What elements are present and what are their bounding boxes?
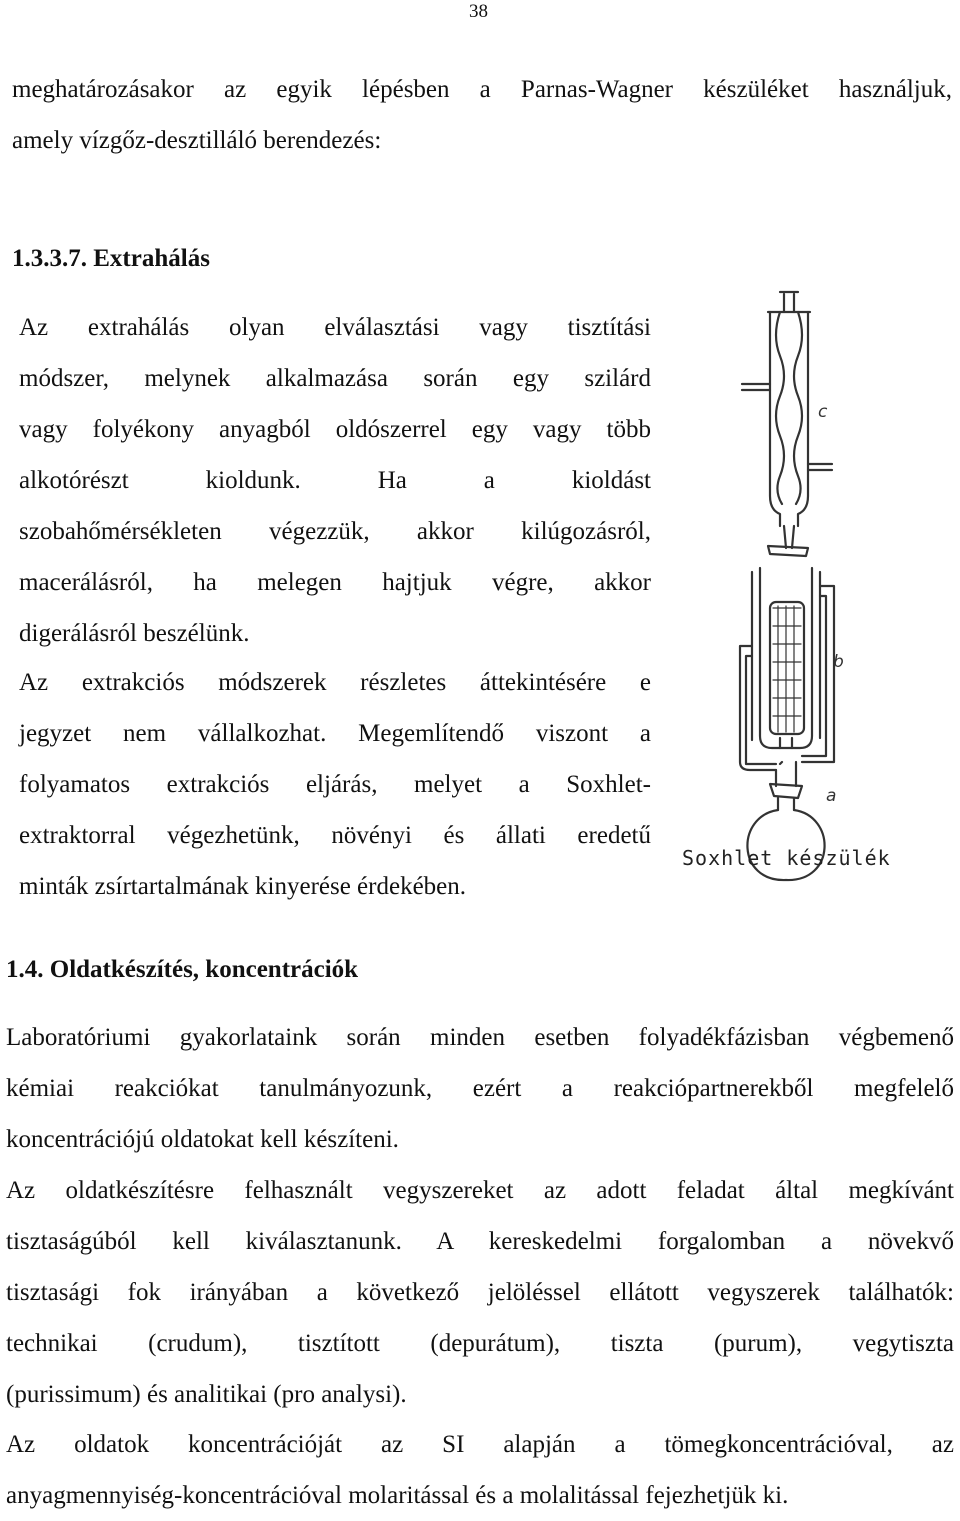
text-line: tisztasági fok irányában a következő jelöléssel ellátott vegyszerek találhatók: [6,1279,954,1306]
text-line: alkotórészt kioldunk. Ha a kioldást [19,467,651,494]
text-line: jegyzet nem vállalkozhat. Megemlítendő viszont a [19,720,651,747]
text-line: módszer, melynek alkalmazása során egy szilárd [19,365,651,392]
text-line: tisztaságúból kell kiválasztanunk. A kereskedelmi forgalomban a növekvő [6,1228,954,1255]
intro-line-2: amely vízgőz-desztilláló berendezés: [12,127,382,154]
text-line: kémiai reakciókat tanulmányozunk, ezért a reakciópartnerekből megfelelő [6,1075,954,1102]
soxhlet-apparatus-figure [676,286,916,882]
text-line: digerálásról beszélünk. [19,620,250,647]
text-line: Laboratóriumi gyakorlataink során minden esetben folyadékfázisban végbemenő [6,1024,954,1051]
solutions-paragraph-3 [6,1419,954,1521]
extraction-paragraph-2 [19,657,651,912]
intro-line-1: meghatározásakor az egyik lépésben a Parnas-Wagner készüléket használjuk, [12,76,952,103]
text-line: macerálásról, ha melegen hajtjuk végre, akkor [19,569,651,596]
figure-caption: Soxhlet készülék [682,846,891,870]
text-line: anyagmennyiség-koncentrációval molaritással és a molalitással fejezhetjük ki. [6,1482,789,1509]
text-line: Az oldatkészítésre felhasznált vegyszereket az adott feladat által megkívánt [6,1177,954,1204]
page-number: 38 [469,1,488,22]
text-line: minták zsírtartalmának kinyerése érdekében. [19,873,467,900]
text-line: koncentrációjú oldatokat kell készíteni. [6,1126,399,1153]
text-line: szobahőmérsékleten végezzük, akkor kilúgozásról, [19,518,651,545]
text-line: (purissimum) és analitikai (pro analysi). [6,1381,407,1408]
text-line: Az extrakciós módszerek részletes áttekintésére e [19,669,651,696]
section-heading-extraction: 1.3.3.7. Extrahálás [12,245,210,272]
text-line: vagy folyékony anyagból oldószerrel egy vagy több [19,416,651,443]
text-line: Az extrahálás olyan elválasztási vagy tisztítási [19,314,651,341]
text-line: folyamatos extrakciós eljárás, melyet a Soxhlet- [19,771,651,798]
solutions-paragraph-2 [6,1165,954,1420]
solutions-paragraph-1 [6,1012,954,1165]
text-line: Az oldatok koncentrációját az SI alapján a tömegkoncentrációval, az [6,1431,954,1458]
extraction-paragraph-1 [19,302,651,659]
text-line: technikai (crudum), tisztított (depurátum), tiszta (purum), vegytiszta [6,1330,954,1357]
section-heading-solutions: 1.4. Oldatkészítés, koncentrációk [6,956,359,983]
figure-label-c: c [818,402,828,422]
figure-label-b: b [833,652,844,672]
intro-paragraph [12,64,952,166]
figure-label-a: a [826,786,837,806]
text-line: extraktorral végezhetünk, növényi és állati eredetű [19,822,651,849]
